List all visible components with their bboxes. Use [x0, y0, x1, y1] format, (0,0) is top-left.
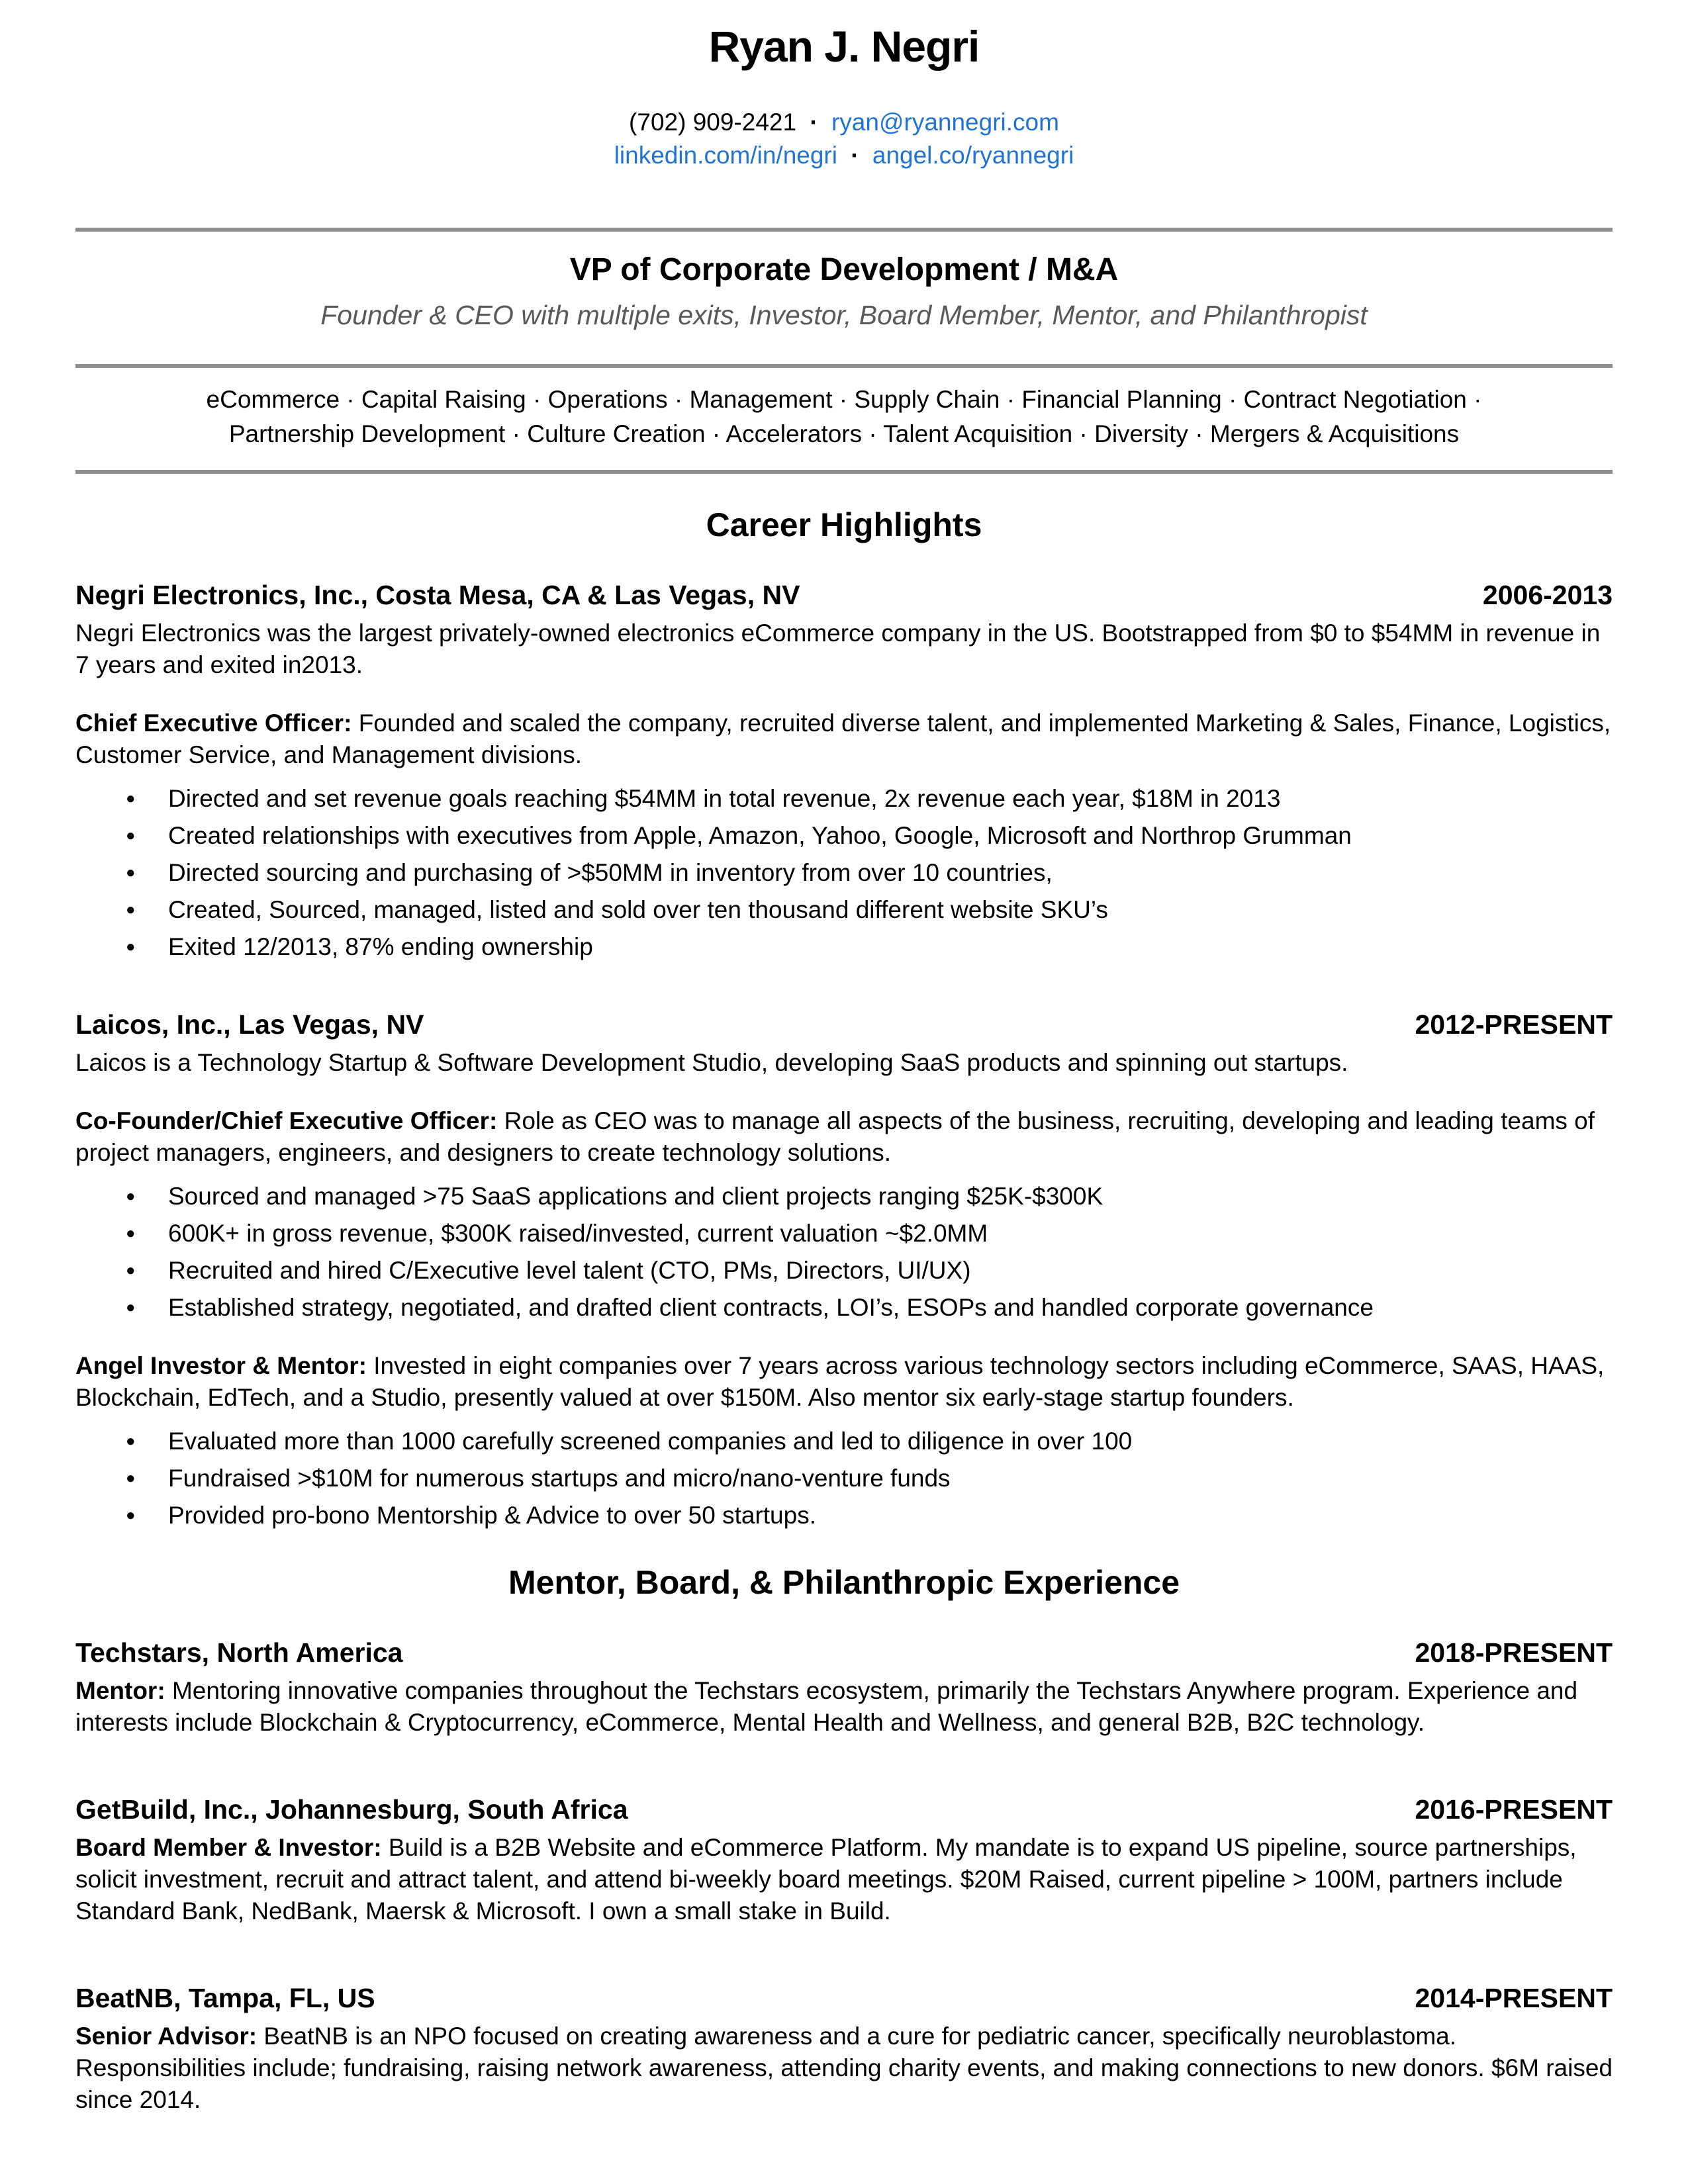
bullet-item: ● Created relationships with executives from Apple, Amazon, Yahoo, Google, Microsoft and Northrop Grumman — [168, 820, 1613, 852]
horizontal-divider — [75, 470, 1613, 474]
company-name: Laicos, Inc., Las Vegas, NV — [75, 1009, 424, 1040]
entry-header — [75, 1009, 1613, 1040]
skills-summary — [75, 383, 1613, 451]
date-range: 2018-PRESENT — [1415, 1637, 1613, 1668]
angellist-link[interactable]: angel.co/ryannegri — [872, 142, 1074, 169]
entry-beatnb — [75, 1983, 1613, 2116]
bullet-list — [75, 1181, 1613, 1324]
contact-info — [75, 106, 1613, 172]
entry-laicos — [75, 1009, 1613, 1531]
role-paragraph-board-member — [75, 1832, 1613, 1927]
date-range: 2006-2013 — [1482, 580, 1613, 610]
role-description: Founded and scaled the company, recruited diverse talent, and implemented Marketing & Sales, Finance, Logistics, Customer Service, and Management divisions. — [75, 709, 1611, 768]
skills-line-1: eCommerce · Capital Raising · Operations · Management · Supply Chain · Financial Planning · Contract Negotiation · — [206, 386, 1482, 413]
role-paragraph-cofounder — [75, 1105, 1613, 1169]
bullet-item: ● Fundraised >$10M for numerous startups and micro/nano-venture funds — [168, 1463, 1613, 1494]
company-name: BeatNB, Tampa, FL, US — [75, 1983, 375, 2013]
bullet-item: ● Directed and set revenue goals reaching $54MM in total revenue, 2x revenue each year, $18M in 2013 — [168, 783, 1613, 815]
bullet-item: ● Established strategy, negotiated, and drafted client contracts, LOI’s, ESOPs and handled corporate governance — [168, 1292, 1613, 1324]
company-summary: Negri Electronics was the largest privately-owned electronics eCommerce company in the US. Bootstrapped from $0 to $54MM in revenue in 7 years and exited in2013. — [75, 619, 1601, 678]
bullet-item: ● Sourced and managed >75 SaaS applications and client projects ranging $25K-$300K — [168, 1181, 1613, 1212]
date-range: 2012-PRESENT — [1415, 1009, 1613, 1040]
separator-dot: · — [810, 109, 818, 136]
entry-getbuild — [75, 1794, 1613, 1927]
bullet-item: ● Exited 12/2013, 87% ending ownership — [168, 931, 1613, 963]
section-heading-career-highlights: Career Highlights — [706, 506, 982, 543]
date-range: 2016-PRESENT — [1415, 1794, 1613, 1825]
role-description: Invested in eight companies over 7 years across various technology sectors including eCommerce, SAAS, HAAS, Blockchain, EdTech, and a Studio, presently valued at over $150M. Also mentor six early-stage startup founders. — [75, 1352, 1605, 1411]
role-title: Mentor: — [75, 1677, 165, 1704]
bullet-item: ● Created, Sourced, managed, listed and sold over ten thousand different website SKU’s — [168, 894, 1613, 926]
phone-number: (702) 909-2421 — [629, 109, 797, 136]
bullet-item: ● Directed sourcing and purchasing of >$50MM in inventory from over 10 countries, — [168, 857, 1613, 889]
section-heading-mentor-board-philanthropic: Mentor, Board, & Philanthropic Experience — [508, 1564, 1180, 1601]
entry-header — [75, 1794, 1613, 1825]
bullet-item: ● Recruited and hired C/Executive level talent (CTO, PMs, Directors, UI/UX) — [168, 1255, 1613, 1287]
separator-dot: · — [851, 142, 859, 169]
bullet-item: ● 600K+ in gross revenue, $300K raised/invested, current valuation ~$2.0MM — [168, 1218, 1613, 1250]
role-title: Co-Founder/Chief Executive Officer: — [75, 1107, 498, 1134]
skills-line-2: Partnership Development · Culture Creation · Accelerators · Talent Acquisition · Diversity · Mergers & Acquisitions — [228, 420, 1460, 447]
role-title: Senior Advisor: — [75, 2023, 258, 2050]
role-paragraph-mentor — [75, 1675, 1613, 1739]
role-description: Build is a B2B Website and eCommerce Platform. My mandate is to expand US pipeline, source partnerships, solicit investment, recruit and attract talent, and attend bi-weekly board meetings. $20M Raised, current pipeline > 100M, partners include Standard Bank, NedBank, Maersk & Microsoft. I own a small stake in Build. — [75, 1834, 1577, 1925]
role-paragraph-angel-investor — [75, 1350, 1613, 1414]
page-title: Ryan J. Negri — [708, 22, 980, 71]
email-link[interactable]: ryan@ryannegri.com — [831, 109, 1059, 136]
bullet-item: ● Provided pro-bono Mentorship & Advice to over 50 startups. — [168, 1500, 1613, 1531]
role-title: Board Member & Investor: — [75, 1834, 382, 1861]
role-description: Role as CEO was to manage all aspects of the business, recruiting, developing and leading teams of project managers, engineers, and designers to create technology solutions. — [75, 1107, 1595, 1166]
bullet-list — [75, 1426, 1613, 1531]
company-summary: Laicos is a Technology Startup & Software Development Studio, developing SaaS products and spinning out startups. — [75, 1049, 1348, 1076]
role-description: BeatNB is an NPO focused on creating awareness and a cure for pediatric cancer, specifically neuroblastoma. Responsibilities include; fundraising, raising network awareness, attending charity events, and making connections to new donors. $6M raised since 2014. — [75, 2023, 1613, 2113]
role-description: Mentoring innovative companies throughout the Techstars ecosystem, primarily the Techstars Anywhere program. Experience and interests include Blockchain & Cryptocurrency, eCommerce, Mental Health and Wellness, and general B2B, B2C technology. — [75, 1677, 1578, 1736]
linkedin-link[interactable]: linkedin.com/in/negri — [614, 142, 837, 169]
entry-header — [75, 1637, 1613, 1668]
headline-subtitle: Founder & CEO with multiple exits, Investor, Board Member, Mentor, and Philanthropist — [320, 300, 1368, 330]
entry-header — [75, 1983, 1613, 2014]
horizontal-divider — [75, 228, 1613, 232]
contact-line-1 — [75, 106, 1613, 139]
horizontal-divider — [75, 364, 1613, 368]
role-paragraph-senior-advisor — [75, 2021, 1613, 2116]
entry-techstars — [75, 1637, 1613, 1739]
bullet-list — [75, 783, 1613, 963]
role-title: Chief Executive Officer: — [75, 709, 352, 737]
role-paragraph-ceo — [75, 707, 1613, 771]
headline-title: VP of Corporate Development / M&A — [569, 252, 1119, 287]
entry-negri-electronics — [75, 580, 1613, 963]
bullet-item: ● Evaluated more than 1000 carefully screened companies and led to diligence in over 100 — [168, 1426, 1613, 1457]
company-name: GetBuild, Inc., Johannesburg, South Africa — [75, 1794, 628, 1825]
company-name: Techstars, North America — [75, 1637, 403, 1668]
role-title: Angel Investor & Mentor: — [75, 1352, 367, 1379]
date-range: 2014-PRESENT — [1415, 1983, 1613, 2013]
contact-line-2 — [75, 139, 1613, 172]
company-name: Negri Electronics, Inc., Costa Mesa, CA & Las Vegas, NV — [75, 580, 800, 610]
entry-header — [75, 580, 1613, 611]
